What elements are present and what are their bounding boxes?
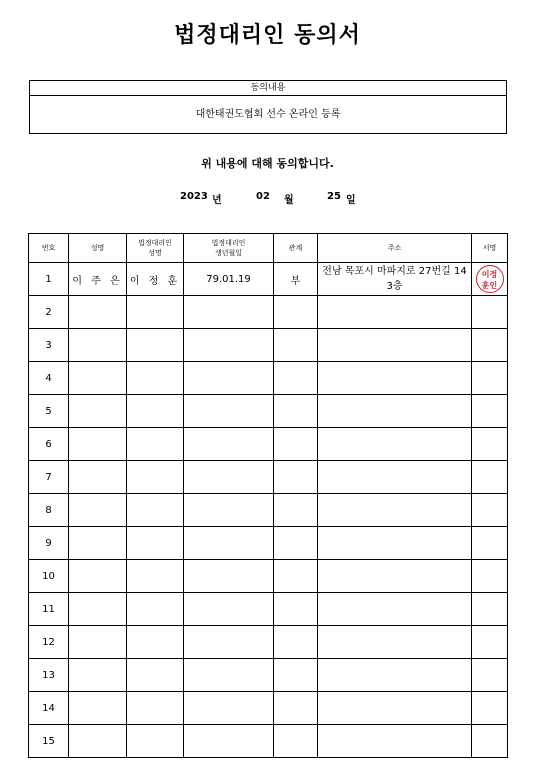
table-row <box>29 461 508 494</box>
row-guardian-birth[interactable] <box>184 692 274 725</box>
row-name[interactable] <box>69 725 127 758</box>
row-guardian-birth[interactable] <box>184 461 274 494</box>
header-address: 주소 <box>318 234 472 263</box>
table-row <box>29 725 508 758</box>
row-relation[interactable] <box>274 329 318 362</box>
row-name[interactable] <box>69 659 127 692</box>
row-signature[interactable] <box>472 428 508 461</box>
table-row <box>29 659 508 692</box>
row-guardian-name[interactable] <box>127 626 184 659</box>
row-guardian-name[interactable] <box>127 692 184 725</box>
header-guardian-name: 법정대리인 성명 <box>127 234 184 263</box>
consent-body: 대한태권도협회 선수 온라인 등록 <box>195 109 341 120</box>
table-row <box>29 296 508 329</box>
row-guardian-birth[interactable] <box>184 296 274 329</box>
row-no: 14 <box>29 692 69 725</box>
row-guardian-birth[interactable] <box>184 329 274 362</box>
row-name: 이 주 은 <box>69 263 127 296</box>
row-address[interactable] <box>318 329 472 362</box>
row-name[interactable] <box>69 560 127 593</box>
table-row <box>29 362 508 395</box>
row-no: 7 <box>29 461 69 494</box>
table-row <box>29 494 508 527</box>
row-address: 전남 목포시 마파지로 27번길 14 3층 <box>318 263 472 296</box>
row-no: 15 <box>29 725 69 758</box>
row-address[interactable] <box>318 461 472 494</box>
row-relation[interactable] <box>274 494 318 527</box>
table-row <box>29 560 508 593</box>
document-title: 법정대리인 동의서 <box>174 23 361 48</box>
row-guardian-name[interactable] <box>127 593 184 626</box>
row-guardian-name[interactable] <box>127 428 184 461</box>
row-name[interactable] <box>69 362 127 395</box>
row-signature[interactable] <box>472 362 508 395</box>
guardian-signature-table <box>28 233 508 758</box>
row-signature[interactable] <box>472 692 508 725</box>
table-row <box>29 593 508 626</box>
row-signature[interactable] <box>472 329 508 362</box>
row-guardian-birth[interactable] <box>184 527 274 560</box>
row-signature[interactable] <box>472 626 508 659</box>
row-no: 10 <box>29 560 69 593</box>
row-name[interactable] <box>69 692 127 725</box>
row-guardian-birth[interactable] <box>184 659 274 692</box>
row-name[interactable] <box>69 626 127 659</box>
row-address[interactable] <box>318 725 472 758</box>
table-row <box>29 626 508 659</box>
row-name[interactable] <box>69 329 127 362</box>
row-relation[interactable] <box>274 527 318 560</box>
table-row <box>29 428 508 461</box>
row-signature[interactable] <box>472 560 508 593</box>
row-guardian-name[interactable] <box>127 461 184 494</box>
row-guardian-birth[interactable] <box>184 395 274 428</box>
date-year-unit: 년 <box>212 195 222 206</box>
row-relation[interactable] <box>274 626 318 659</box>
row-relation[interactable] <box>274 428 318 461</box>
row-relation[interactable] <box>274 395 318 428</box>
row-address[interactable] <box>318 362 472 395</box>
row-address[interactable] <box>318 692 472 725</box>
table-row <box>29 329 508 362</box>
row-no: 1 <box>29 263 69 296</box>
date-month: 02 <box>256 191 270 202</box>
row-address[interactable] <box>318 659 472 692</box>
row-guardian-name[interactable] <box>127 329 184 362</box>
row-address[interactable] <box>318 626 472 659</box>
header-relation: 관계 <box>274 234 318 263</box>
row-name[interactable] <box>69 296 127 329</box>
table-row <box>29 263 508 296</box>
row-address[interactable] <box>318 593 472 626</box>
header-name: 성명 <box>69 234 127 263</box>
table-row <box>29 527 508 560</box>
row-guardian-name[interactable] <box>127 527 184 560</box>
table-header-row <box>29 234 508 263</box>
row-guardian-name[interactable] <box>127 659 184 692</box>
row-no: 4 <box>29 362 69 395</box>
row-relation[interactable] <box>274 593 318 626</box>
date-row <box>0 191 535 205</box>
row-name[interactable] <box>69 527 127 560</box>
row-guardian-birth[interactable] <box>184 560 274 593</box>
row-guardian-birth[interactable] <box>184 428 274 461</box>
row-relation[interactable] <box>274 296 318 329</box>
row-name[interactable] <box>69 494 127 527</box>
row-address[interactable] <box>318 494 472 527</box>
row-signature[interactable] <box>472 494 508 527</box>
row-no: 9 <box>29 527 69 560</box>
row-signature[interactable] <box>472 659 508 692</box>
date-day-unit: 일 <box>346 195 356 206</box>
row-relation[interactable] <box>274 461 318 494</box>
row-signature <box>472 263 508 296</box>
row-relation[interactable] <box>274 659 318 692</box>
header-signature: 서명 <box>472 234 508 263</box>
row-address[interactable] <box>318 428 472 461</box>
row-guardian-name[interactable] <box>127 725 184 758</box>
row-signature[interactable] <box>472 593 508 626</box>
row-guardian-birth[interactable] <box>184 362 274 395</box>
table-row <box>29 395 508 428</box>
row-guardian-birth[interactable] <box>184 494 274 527</box>
row-guardian-birth[interactable] <box>184 725 274 758</box>
date-day: 25 <box>327 191 341 202</box>
row-relation: 부 <box>274 263 318 296</box>
row-relation[interactable] <box>274 692 318 725</box>
row-signature[interactable] <box>472 527 508 560</box>
row-name[interactable] <box>69 428 127 461</box>
row-guardian-name[interactable] <box>127 395 184 428</box>
row-no: 6 <box>29 428 69 461</box>
row-no: 2 <box>29 296 69 329</box>
date-year: 2023 <box>180 191 208 202</box>
row-relation[interactable] <box>274 362 318 395</box>
row-guardian-name[interactable] <box>127 296 184 329</box>
consent-header: 동의내용 <box>30 81 506 96</box>
header-guardian-birth: 법정대리인 생년월일 <box>184 234 274 263</box>
row-guardian-birth[interactable] <box>184 626 274 659</box>
row-no: 12 <box>29 626 69 659</box>
row-name[interactable] <box>69 395 127 428</box>
row-address[interactable] <box>318 560 472 593</box>
row-no: 5 <box>29 395 69 428</box>
row-address[interactable] <box>318 527 472 560</box>
date-month-unit: 월 <box>284 195 294 206</box>
header-no: 번호 <box>29 234 69 263</box>
row-guardian-name[interactable] <box>127 560 184 593</box>
row-signature[interactable] <box>472 725 508 758</box>
seal-stamp-icon: 이정 훈인 <box>476 265 504 293</box>
row-address[interactable] <box>318 296 472 329</box>
row-address[interactable] <box>318 395 472 428</box>
row-relation[interactable] <box>274 725 318 758</box>
row-signature[interactable] <box>472 395 508 428</box>
row-guardian-name: 이 정 훈 <box>127 263 184 296</box>
consent-statement: 위 내용에 대해 동의합니다. <box>201 157 334 170</box>
consent-box <box>29 80 507 134</box>
row-signature[interactable] <box>472 461 508 494</box>
row-name[interactable] <box>69 593 127 626</box>
row-guardian-name[interactable] <box>127 494 184 527</box>
row-no: 3 <box>29 329 69 362</box>
row-no: 13 <box>29 659 69 692</box>
row-guardian-birth[interactable] <box>184 593 274 626</box>
row-name[interactable] <box>69 461 127 494</box>
row-guardian-name[interactable] <box>127 362 184 395</box>
row-no: 8 <box>29 494 69 527</box>
row-no: 11 <box>29 593 69 626</box>
table-row <box>29 692 508 725</box>
row-guardian-birth: 79.01.19 <box>184 263 274 296</box>
row-signature[interactable] <box>472 296 508 329</box>
row-relation[interactable] <box>274 560 318 593</box>
